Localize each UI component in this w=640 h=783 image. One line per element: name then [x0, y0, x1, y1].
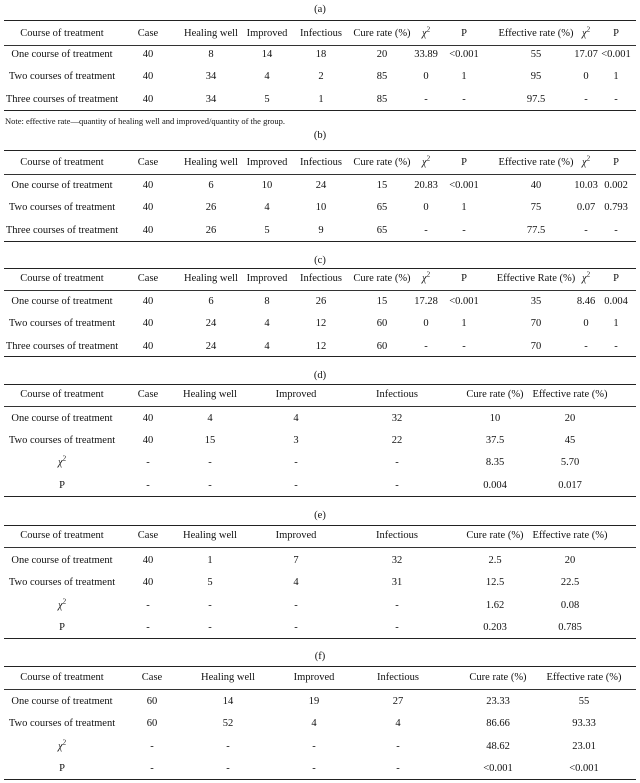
table-cell: 10: [261, 180, 273, 191]
row-label: $\chi^2$: [57, 738, 67, 752]
table-row: [4, 430, 636, 452]
table-cell: -: [294, 600, 298, 611]
table-cell: 5.70: [560, 457, 580, 468]
table-bottom-rule: [4, 110, 636, 111]
table-cell: 1: [207, 555, 213, 566]
column-header-infectious: Infectious: [376, 389, 418, 400]
table-header-row: [4, 268, 636, 290]
table-cell: 6: [208, 180, 214, 191]
table-cell: 33.89: [414, 49, 438, 60]
table-cell: 4: [311, 718, 317, 729]
table-cell: -: [395, 480, 399, 491]
table-cell: 34: [205, 94, 217, 105]
table-cell: 24: [205, 318, 217, 329]
table-row: [4, 617, 636, 639]
column-header-case: Case: [141, 672, 163, 683]
table-cell: 10: [315, 202, 327, 213]
table-cell: 14: [261, 49, 273, 60]
table-cell: 0: [423, 202, 429, 213]
table-cell: 0.002: [604, 180, 628, 191]
table-cell: -: [584, 94, 588, 105]
column-header-cure-rate: Cure rate (%): [353, 273, 411, 284]
table-cell: 15: [204, 435, 216, 446]
table-cell: -: [312, 763, 316, 774]
row-label: P: [59, 763, 65, 774]
table-cell: <0.001: [449, 49, 479, 60]
table-cell: 93.33: [572, 718, 596, 729]
table-cell: 22.5: [560, 577, 580, 588]
table-cell: 4: [293, 413, 299, 424]
table-cell: 75: [530, 202, 542, 213]
table-cell: 0.017: [558, 480, 582, 491]
column-header-cure-rate: Cure rate (%): [466, 530, 524, 541]
table-cell: 0: [423, 71, 429, 82]
row-label: $\chi^2$: [57, 454, 67, 468]
column-header-healing-well: Healing well: [184, 157, 238, 168]
table-header-rule: [4, 406, 636, 407]
table-cell: 8: [208, 49, 214, 60]
column-header-course-of-treatment: Course of treatment: [20, 672, 104, 683]
table-cell: 0.785: [558, 622, 582, 633]
column-header-2: $\chi^2$: [421, 154, 431, 168]
table-top-rule: [4, 20, 636, 21]
table-cell: 1: [461, 318, 467, 329]
table-cell: 40: [142, 555, 154, 566]
table-cell: 23.33: [486, 696, 510, 707]
column-header-2: $\chi^2$: [581, 154, 591, 168]
table-cell: 27: [392, 696, 404, 707]
table-header-rule: [4, 689, 636, 690]
table-cell: -: [146, 480, 150, 491]
column-header-healing-well: Healing well: [184, 28, 238, 39]
table-cell: -: [146, 457, 150, 468]
row-label: Two courses of treatment: [8, 202, 116, 213]
table-cell: -: [146, 600, 150, 611]
table-cell: -: [226, 741, 230, 752]
table-cell: 8.46: [576, 296, 596, 307]
table-cell: 35: [530, 296, 542, 307]
table-cell: -: [462, 341, 466, 352]
table-cell: 0.07: [576, 202, 596, 213]
table-header-row: [4, 152, 636, 174]
row-label: One course of treatment: [11, 296, 113, 307]
table-bottom-rule: [4, 779, 636, 780]
table-cell: -: [226, 763, 230, 774]
row-label: Three courses of treatment: [5, 225, 119, 236]
row-label: Three courses of treatment: [5, 341, 119, 352]
table-row: [4, 550, 636, 572]
table-cell: 60: [376, 318, 388, 329]
table-cell: 4: [264, 341, 270, 352]
table-cell: 23.01: [572, 741, 596, 752]
table-row: [4, 291, 636, 313]
table-cell: 10: [489, 413, 501, 424]
column-header-case: Case: [137, 28, 159, 39]
table-cell: 40: [142, 71, 154, 82]
row-label: Two courses of treatment: [8, 577, 116, 588]
row-label: Two courses of treatment: [8, 435, 116, 446]
column-header-2: $\chi^2$: [421, 270, 431, 284]
table-cell: -: [462, 94, 466, 105]
column-header-infectious: Infectious: [300, 273, 342, 284]
table-row: [4, 713, 636, 735]
table-cell: 20.83: [414, 180, 438, 191]
column-header-course-of-treatment: Course of treatment: [20, 389, 104, 400]
table-cell: 34: [205, 71, 217, 82]
table-cell: 70: [530, 318, 542, 329]
table-header-row: [4, 525, 636, 547]
column-header-case: Case: [137, 157, 159, 168]
table-cell: 20: [564, 413, 576, 424]
table-cell: 1.62: [485, 600, 505, 611]
column-header-effective-rate: Effective rate (%): [532, 389, 608, 400]
table-row: [4, 572, 636, 594]
table-row: [4, 452, 636, 474]
column-header-cure-rate: Cure rate (%): [353, 157, 411, 168]
row-label: One course of treatment: [11, 555, 113, 566]
table-cell: 40: [142, 435, 154, 446]
table-cell: <0.001: [449, 296, 479, 307]
table-cell: -: [462, 225, 466, 236]
table-row: [4, 758, 636, 780]
table-cell: 5: [264, 94, 270, 105]
column-header-p: P: [613, 273, 619, 284]
table-bottom-rule: [4, 638, 636, 639]
table-cell: 85: [376, 71, 388, 82]
table-cell: 0: [583, 71, 589, 82]
table-cell: 45: [564, 435, 576, 446]
table-cell: 7: [293, 555, 299, 566]
column-header-improved: Improved: [293, 672, 335, 683]
table-cell: 52: [222, 718, 234, 729]
column-header-healing-well: Healing well: [183, 389, 237, 400]
table-cell: 14: [222, 696, 234, 707]
table-cell: 5: [207, 577, 213, 588]
row-label: Two courses of treatment: [8, 318, 116, 329]
table-row: [4, 175, 636, 197]
table-cell: 24: [315, 180, 327, 191]
table-bottom-rule: [4, 356, 636, 357]
column-header-healing-well: Healing well: [184, 273, 238, 284]
column-header-healing-well: Healing well: [183, 530, 237, 541]
table-note: Note: effective rate—quantity of healing well and improved/quantity of the group.: [5, 116, 286, 126]
column-header-effective-rate: Effective rate (%): [498, 157, 574, 168]
table-cell: 95: [530, 71, 542, 82]
table-row: [4, 736, 636, 758]
column-header-2: $\chi^2$: [581, 25, 591, 39]
column-header-case: Case: [137, 389, 159, 400]
row-label: P: [59, 480, 65, 491]
column-header-cure-rate: Cure rate (%): [469, 672, 527, 683]
table-cell: 1: [613, 318, 619, 329]
table-cell: -: [424, 94, 428, 105]
table-cell: 0.203: [483, 622, 507, 633]
table-row: [4, 691, 636, 713]
table-cell: -: [208, 480, 212, 491]
table-cell: 97.5: [526, 94, 546, 105]
table-cell: 0.793: [604, 202, 628, 213]
table-cell: 4: [264, 202, 270, 213]
table-cell: 40: [142, 202, 154, 213]
table-cell: 4: [207, 413, 213, 424]
row-label: One course of treatment: [11, 180, 113, 191]
table-row: [4, 475, 636, 497]
table-cell: 0.004: [483, 480, 507, 491]
table-cell: 10.03: [574, 180, 598, 191]
table-cell: 32: [391, 555, 403, 566]
table-cell: -: [395, 622, 399, 633]
table-cell: 15: [376, 180, 388, 191]
table-cell: 19: [308, 696, 320, 707]
table-cell: -: [150, 741, 154, 752]
table-cell: 40: [142, 577, 154, 588]
table-cell: -: [395, 457, 399, 468]
column-header-improved: Improved: [246, 157, 288, 168]
table-cell: -: [294, 622, 298, 633]
table-cell: 40: [530, 180, 542, 191]
table-cell: 26: [205, 202, 217, 213]
table-cell: 17.28: [414, 296, 438, 307]
row-label: P: [59, 622, 65, 633]
table-cell: 60: [146, 718, 158, 729]
table-cell: 4: [395, 718, 401, 729]
table-cell: 60: [146, 696, 158, 707]
table-header-row: [4, 384, 636, 406]
table-cell: 24: [205, 341, 217, 352]
table-row: [4, 44, 636, 66]
table-cell: 65: [376, 225, 388, 236]
column-header-course-of-treatment: Course of treatment: [20, 28, 104, 39]
table-cell: 3: [293, 435, 299, 446]
table-cell: -: [424, 341, 428, 352]
column-header-case: Case: [137, 273, 159, 284]
table-cell: <0.001: [569, 763, 599, 774]
table-cell: 8.35: [485, 457, 505, 468]
table-cell: 31: [391, 577, 403, 588]
table-cell: 40: [142, 341, 154, 352]
table-cell: -: [614, 225, 618, 236]
row-label: $\chi^2$: [57, 597, 67, 611]
table-row: [4, 197, 636, 219]
table-cell: 26: [205, 225, 217, 236]
table-cell: 8: [264, 296, 270, 307]
table-cell: 60: [376, 341, 388, 352]
table-caption: (b): [313, 130, 327, 141]
column-header-effective-rate: Effective rate (%): [498, 28, 574, 39]
column-header-improved: Improved: [246, 28, 288, 39]
table-cell: 70: [530, 341, 542, 352]
table-cell: <0.001: [483, 763, 513, 774]
column-header-course-of-treatment: Course of treatment: [20, 530, 104, 541]
table-cell: -: [312, 741, 316, 752]
table-cell: 40: [142, 225, 154, 236]
column-header-case: Case: [137, 530, 159, 541]
table-row: [4, 313, 636, 335]
column-header-effective-rate: Effective Rate (%): [496, 273, 576, 284]
row-label: Two courses of treatment: [8, 71, 116, 82]
column-header-course-of-treatment: Course of treatment: [20, 157, 104, 168]
table-caption: (e): [314, 510, 326, 521]
table-cell: <0.001: [449, 180, 479, 191]
table-cell: -: [150, 763, 154, 774]
table-cell: 40: [142, 180, 154, 191]
column-header-p: P: [461, 28, 467, 39]
table-row: [4, 336, 636, 358]
table-cell: -: [424, 225, 428, 236]
table-cell: 15: [376, 296, 388, 307]
table-cell: -: [208, 457, 212, 468]
table-caption: (c): [314, 255, 326, 266]
table-cell: 65: [376, 202, 388, 213]
table-cell: 85: [376, 94, 388, 105]
table-bottom-rule: [4, 496, 636, 497]
table-cell: -: [294, 457, 298, 468]
column-header-infectious: Infectious: [300, 157, 342, 168]
table-cell: 12: [315, 341, 327, 352]
table-cell: 48.62: [486, 741, 510, 752]
table-cell: 12: [315, 318, 327, 329]
column-header-course-of-treatment: Course of treatment: [20, 273, 104, 284]
table-cell: 86.66: [486, 718, 510, 729]
row-label: Two courses of treatment: [8, 718, 116, 729]
table-caption: (a): [314, 4, 326, 15]
table-cell: -: [396, 763, 400, 774]
table-cell: 6: [208, 296, 214, 307]
row-label: One course of treatment: [11, 413, 113, 424]
column-header-cure-rate: Cure rate (%): [353, 28, 411, 39]
column-header-infectious: Infectious: [376, 530, 418, 541]
table-cell: -: [614, 341, 618, 352]
table-header-row: [4, 667, 636, 689]
table-cell: 20: [376, 49, 388, 60]
column-header-healing-well: Healing well: [201, 672, 255, 683]
table-top-rule: [4, 150, 636, 151]
table-cell: 2: [318, 71, 324, 82]
column-header-infectious: Infectious: [377, 672, 419, 683]
table-cell: 9: [318, 225, 324, 236]
column-header-p: P: [613, 28, 619, 39]
table-row: [4, 89, 636, 111]
column-header-effective-rate: Effective rate (%): [532, 530, 608, 541]
column-header-improved: Improved: [275, 389, 317, 400]
column-header-effective-rate: Effective rate (%): [546, 672, 622, 683]
table-cell: 40: [142, 413, 154, 424]
row-label: One course of treatment: [11, 696, 113, 707]
table-header-row: [4, 23, 636, 45]
table-cell: 37.5: [485, 435, 505, 446]
row-label: One course of treatment: [11, 49, 113, 60]
table-row: [4, 408, 636, 430]
row-label: Three courses of treatment: [5, 94, 119, 105]
table-cell: 40: [142, 49, 154, 60]
table-cell: 40: [142, 94, 154, 105]
table-cell: -: [614, 94, 618, 105]
table-cell: 1: [461, 71, 467, 82]
table-cell: -: [396, 741, 400, 752]
table-cell: 55: [578, 696, 590, 707]
table-cell: -: [395, 600, 399, 611]
table-cell: 32: [391, 413, 403, 424]
table-cell: 40: [142, 296, 154, 307]
table-cell: 0.004: [604, 296, 628, 307]
column-header-2: $\chi^2$: [421, 25, 431, 39]
table-bottom-rule: [4, 241, 636, 242]
table-cell: -: [294, 480, 298, 491]
table-cell: 17.07: [574, 49, 598, 60]
column-header-infectious: Infectious: [300, 28, 342, 39]
table-cell: 0.08: [560, 600, 580, 611]
table-cell: -: [146, 622, 150, 633]
table-cell: 22: [391, 435, 403, 446]
table-cell: 26: [315, 296, 327, 307]
table-cell: <0.001: [601, 49, 631, 60]
table-cell: 4: [264, 318, 270, 329]
column-header-2: $\chi^2$: [581, 270, 591, 284]
table-cell: 5: [264, 225, 270, 236]
table-cell: 4: [264, 71, 270, 82]
table-cell: 20: [564, 555, 576, 566]
table-caption: (d): [313, 370, 327, 381]
table-cell: 0: [583, 318, 589, 329]
table-cell: -: [584, 341, 588, 352]
table-header-rule: [4, 547, 636, 548]
table-cell: 1: [318, 94, 324, 105]
table-cell: 55: [530, 49, 542, 60]
table-cell: -: [208, 600, 212, 611]
table-row: [4, 66, 636, 88]
table-cell: 0: [423, 318, 429, 329]
table-cell: 77.5: [526, 225, 546, 236]
table-row: [4, 595, 636, 617]
table-cell: 1: [613, 71, 619, 82]
column-header-cure-rate: Cure rate (%): [466, 389, 524, 400]
table-cell: 12.5: [485, 577, 505, 588]
table-cell: -: [208, 622, 212, 633]
table-cell: 18: [315, 49, 327, 60]
table-cell: 40: [142, 318, 154, 329]
table-cell: -: [584, 225, 588, 236]
table-cell: 4: [293, 577, 299, 588]
column-header-improved: Improved: [246, 273, 288, 284]
table-cell: 1: [461, 202, 467, 213]
column-header-improved: Improved: [275, 530, 317, 541]
column-header-p: P: [461, 273, 467, 284]
table-caption: (f): [314, 651, 326, 662]
column-header-p: P: [613, 157, 619, 168]
table-row: [4, 220, 636, 242]
table-cell: 2.5: [488, 555, 502, 566]
column-header-p: P: [461, 157, 467, 168]
